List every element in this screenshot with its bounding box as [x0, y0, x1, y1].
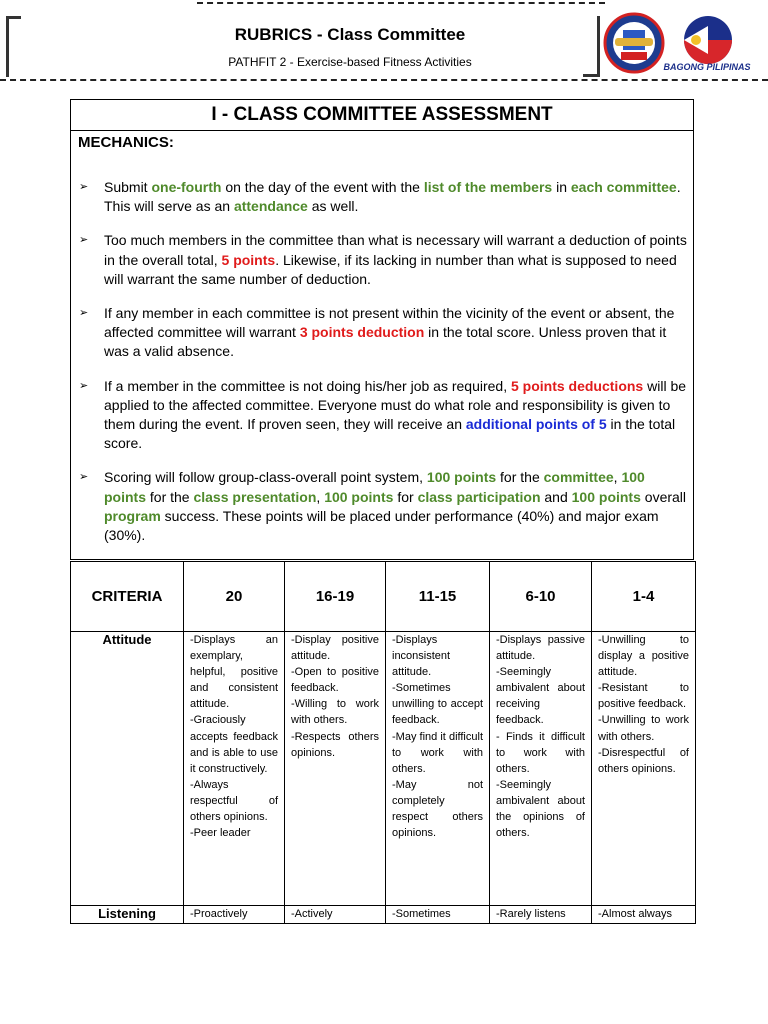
mechanics-bullet [77, 178, 687, 216]
rubric-cell-line: -Always respectful of others opinions. [190, 778, 278, 824]
bullet-text: in the total score. [104, 416, 676, 452]
rubric-cell-line: -Seemingly ambivalent about receiving feedback. [496, 666, 585, 727]
bullet-text: for the [146, 488, 194, 505]
rubric-cell-line: -Open to positive feedback. [291, 666, 379, 695]
rubric-cell-line: -Sometimes [392, 908, 451, 920]
bullet-highlight: each committee [570, 179, 677, 195]
rubric-cell-line: -Displays an exemplary, helpful, positive and consistent attitude. [190, 634, 278, 711]
mechanics-bullet [77, 468, 687, 545]
assessment-box [70, 99, 694, 560]
rubric-cell-line: -May not completely respect others opinions. [392, 778, 483, 840]
bullet-text: , [316, 488, 325, 505]
table-header-row [71, 562, 696, 632]
bullet-highlight: 100 points [426, 469, 497, 486]
header-score-1-4: 1-4 [592, 562, 696, 632]
rubric-cell-line: -Disrespectful of others opinions. [598, 746, 689, 775]
rubric-cell [285, 906, 386, 924]
rubric-cell [592, 632, 696, 906]
bullet-text: success. These points will be placed under performance (40%) and major exam (30%). [104, 507, 659, 544]
header-score-6-10: 6-10 [490, 562, 592, 632]
bullet-text: on the day of the event with the [221, 179, 424, 195]
bullet-highlight: attendance [233, 198, 308, 215]
rubric-cell-line: -Proactively [190, 908, 248, 920]
rubric-cell-line: -Display positive attitude. [291, 634, 379, 663]
rubric-cell-line: -Peer leader [190, 827, 251, 840]
bullet-text: as well. [307, 198, 359, 215]
rubric-cell-line: -Displays passive attitude. [496, 634, 585, 663]
bullet-highlight: committee [543, 469, 614, 486]
bullet-highlight: 5 points [221, 251, 276, 268]
rubric-cell-line: -Unwilling to work with others. [598, 714, 689, 743]
rubric-cell-line: -May find it difficult to work with others. [392, 730, 483, 775]
bullet-text: for the [496, 469, 544, 486]
bullet-arrow-icon: ➢ [79, 234, 89, 247]
bullet-text: If any member in each committee is not present within the vicinity of the event or absent, the affected committee will warrant [104, 305, 675, 341]
bullet-text: . This will serve as an [104, 179, 681, 215]
rubric-cell-line: -Rarely listens [496, 908, 566, 920]
mechanics-list [77, 178, 687, 560]
bullet-arrow-icon: ➢ [79, 379, 89, 392]
bullet-highlight: 5 points deductions [510, 377, 644, 394]
rubric-cell [386, 906, 490, 924]
rubric-cell-line: -Willing to work with others. [291, 698, 379, 727]
bullet-text: in the total score. Unless proven that it was a valid absence. [104, 324, 667, 360]
table-row [71, 632, 696, 906]
rubric-cell [592, 906, 696, 924]
bullet-text: for [393, 488, 418, 505]
mechanics-bullet [77, 304, 687, 362]
header-score-16-19: 16-19 [285, 562, 386, 632]
rubric-cell-line: -Unwilling to display a positive attitude. [598, 634, 689, 679]
bullet-highlight: 100 points [324, 488, 394, 505]
bullet-text: will be applied to the affected committee. Everyone must do what role and responsibility is given to them during the event. If proven seen, they will receive an [104, 377, 687, 433]
bullet-text: and [540, 488, 572, 505]
bullet-text: in [552, 179, 571, 195]
bullet-highlight: additional points of 5 [465, 416, 607, 433]
bullet-highlight: class presentation [193, 488, 317, 505]
section-title: I - CLASS COMMITTEE ASSESSMENT [71, 100, 693, 131]
bullet-highlight: program [104, 507, 161, 524]
rubric-cell [285, 632, 386, 906]
bullet-highlight: 100 points [104, 469, 645, 505]
bullet-text: overall [640, 488, 687, 505]
mechanics-bullet [77, 377, 687, 454]
bullet-arrow-icon: ➢ [79, 471, 89, 484]
rubric-cell [490, 906, 592, 924]
bagong-pilipinas-label: BAGONG PILIPINAS [663, 62, 751, 72]
criterion-cell: Listening [71, 906, 184, 924]
rubric-cell-line: -Respects others opinions. [291, 730, 379, 759]
rubric-cell [184, 906, 285, 924]
rubric-cell-line: -Graciously accepts feedback and is able to use it constructively. [190, 714, 278, 775]
bullet-text: , [613, 469, 622, 486]
header-score-20: 20 [184, 562, 285, 632]
rubric-cell [386, 632, 490, 906]
rubric-cell-line: -Seemingly ambivalent about the opinions of others. [496, 778, 585, 840]
rubric-cell-line: -Almost always [598, 908, 672, 920]
header-dash-top [197, 2, 605, 4]
document-title: RUBRICS - Class Committee [234, 25, 466, 44]
bullet-text: Scoring will follow group-class-overall point system, [104, 469, 427, 486]
header-score-11-15: 11-15 [386, 562, 490, 632]
header-criteria: CRITERIA [71, 562, 184, 632]
rubric-cell [490, 632, 592, 906]
bullet-highlight: class participation [417, 488, 541, 505]
bullet-highlight: one-fourth [151, 179, 222, 195]
bullet-text: Too much members in the committee than what is necessary will warrant a deduction of points in the overall total, [104, 232, 687, 268]
document-subtitle: PATHFIT 2 - Exercise-based Fitness Activities [228, 55, 472, 69]
bullet-text: . Likewise, if its lacking in number than what is supposed to need will warrant the same number of deduction. [104, 251, 677, 287]
rubric-cell-line: -Actively [291, 908, 333, 920]
rubric-table [70, 561, 696, 924]
bullet-highlight: 100 points [571, 488, 641, 505]
table-row [71, 906, 696, 924]
criterion-cell: Attitude [71, 632, 184, 906]
mechanics-bullet [77, 231, 687, 289]
rubric-cell-line: - Finds it difficult to work with others. [496, 730, 585, 775]
bullet-highlight: 3 points deduction [299, 324, 425, 341]
bullet-text: If a member in the committee is not doing his/her job as required, [104, 377, 511, 394]
mechanics-label: MECHANICS: [78, 134, 174, 151]
header-dash-bottom [0, 79, 768, 81]
college-seal-logo [603, 12, 665, 74]
bullet-highlight: list of the members [423, 179, 553, 195]
rubric-cell-line: -Displays inconsistent attitude. [392, 634, 451, 679]
bullet-arrow-icon: ➢ [79, 181, 89, 193]
rubric-cell [184, 632, 285, 906]
rubric-cell-line: -Sometimes unwilling to accept feedback. [392, 682, 483, 727]
bullet-text: Submit [104, 179, 152, 195]
bullet-arrow-icon: ➢ [79, 307, 89, 320]
rubric-cell-line: -Resistant to positive feedback. [598, 682, 689, 711]
